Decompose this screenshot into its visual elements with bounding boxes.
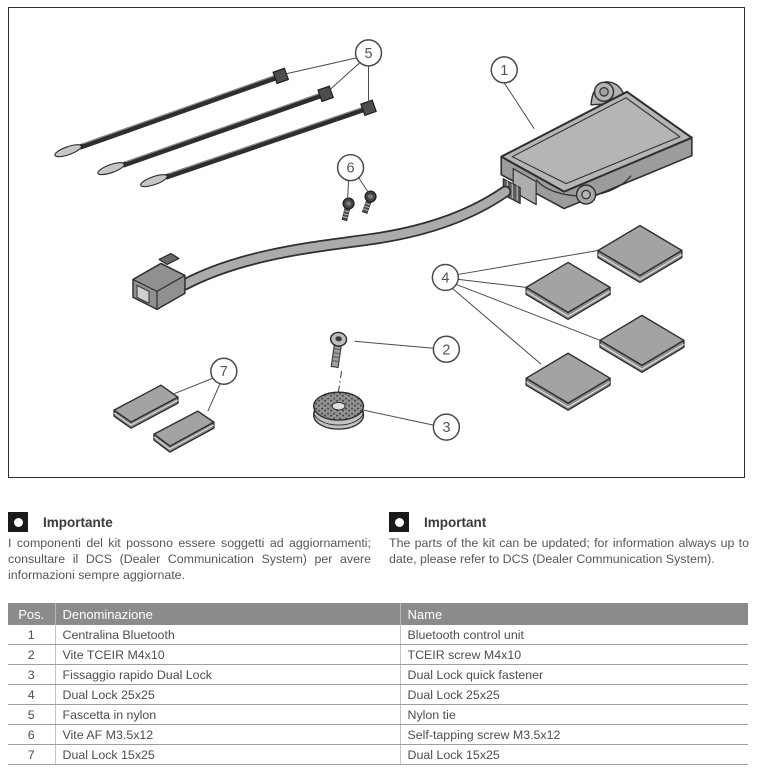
cell-pos: 4 bbox=[8, 685, 55, 705]
important-icon bbox=[389, 512, 409, 532]
callout-7 bbox=[211, 358, 237, 384]
cell-denominazione: Fascetta in nylon bbox=[55, 705, 400, 725]
cell-denominazione: Fissaggio rapido Dual Lock bbox=[55, 665, 400, 685]
note-italian bbox=[8, 512, 371, 583]
cell-pos: 6 bbox=[8, 725, 55, 745]
note-english-body: The parts of the kit can be updated; for information always up to date, please refer to DCS (Dealer Communication System). bbox=[389, 536, 749, 566]
note-italian-title: Importante bbox=[43, 514, 113, 530]
dual-lock-fastener bbox=[314, 392, 364, 429]
pads-dual-lock-15 bbox=[114, 385, 214, 452]
callout-6 bbox=[338, 155, 364, 181]
parts-diagram bbox=[8, 7, 745, 478]
cable-connector bbox=[133, 253, 185, 309]
control-unit bbox=[501, 82, 692, 209]
header-pos: Pos. bbox=[8, 603, 55, 625]
cell-denominazione: Vite TCEIR M4x10 bbox=[55, 645, 400, 665]
cell-name: Nylon tie bbox=[400, 705, 748, 725]
cell-denominazione: Centralina Bluetooth bbox=[55, 625, 400, 645]
cable-ties bbox=[54, 68, 376, 189]
callout-3 bbox=[433, 414, 459, 440]
table-header-row bbox=[8, 603, 748, 625]
header-name: Name bbox=[400, 603, 748, 625]
note-italian-body: I componenti del kit possono essere soggetti ad aggiornamenti; consultare il DCS (Dealer Communication System) per avere informazioni sempre aggiornate. bbox=[8, 536, 371, 582]
cell-denominazione: Vite AF M3.5x12 bbox=[55, 725, 400, 745]
table-row bbox=[8, 685, 748, 705]
cell-pos: 5 bbox=[8, 705, 55, 725]
note-english bbox=[389, 512, 749, 583]
parts-diagram-drawing bbox=[9, 8, 744, 477]
callout-7-number: 7 bbox=[219, 364, 228, 381]
notes-section bbox=[8, 512, 749, 583]
table-row bbox=[8, 725, 748, 745]
cell-pos: 2 bbox=[8, 645, 55, 665]
callout-2 bbox=[433, 336, 459, 362]
cell-pos: 3 bbox=[8, 665, 55, 685]
screw-tceir bbox=[327, 331, 348, 397]
cell-name: Self-tapping screw M3.5x12 bbox=[400, 725, 748, 745]
callout-5 bbox=[356, 40, 382, 66]
header-denominazione: Denominazione bbox=[55, 603, 400, 625]
note-english-title: Important bbox=[424, 514, 487, 530]
table-row bbox=[8, 665, 748, 685]
callout-5-number: 5 bbox=[364, 45, 373, 62]
table-row bbox=[8, 745, 748, 765]
parts-table bbox=[8, 603, 748, 765]
callout-2-number: 2 bbox=[442, 342, 451, 359]
table-row bbox=[8, 625, 748, 645]
cell-name: Dual Lock quick fastener bbox=[400, 665, 748, 685]
cell-name: Dual Lock 25x25 bbox=[400, 685, 748, 705]
callout-4-number: 4 bbox=[441, 270, 450, 287]
callout-6-number: 6 bbox=[346, 160, 355, 177]
callout-3-number: 3 bbox=[442, 420, 451, 437]
cell-name: Bluetooth control unit bbox=[400, 625, 748, 645]
table-row bbox=[8, 645, 748, 665]
table-row bbox=[8, 705, 748, 725]
cell-name: Dual Lock 15x25 bbox=[400, 745, 748, 765]
cell-pos: 7 bbox=[8, 745, 55, 765]
cell-denominazione: Dual Lock 15x25 bbox=[55, 745, 400, 765]
note-english-header bbox=[389, 512, 749, 532]
callout-4 bbox=[432, 264, 458, 290]
cell-pos: 1 bbox=[8, 625, 55, 645]
note-italian-header bbox=[8, 512, 371, 532]
callout-1 bbox=[491, 57, 517, 83]
cell-name: TCEIR screw M4x10 bbox=[400, 645, 748, 665]
cell-denominazione: Dual Lock 25x25 bbox=[55, 685, 400, 705]
screws-af bbox=[339, 190, 377, 222]
callout-1-number: 1 bbox=[500, 62, 509, 79]
important-icon bbox=[8, 512, 28, 532]
pads-dual-lock-25 bbox=[526, 226, 684, 411]
